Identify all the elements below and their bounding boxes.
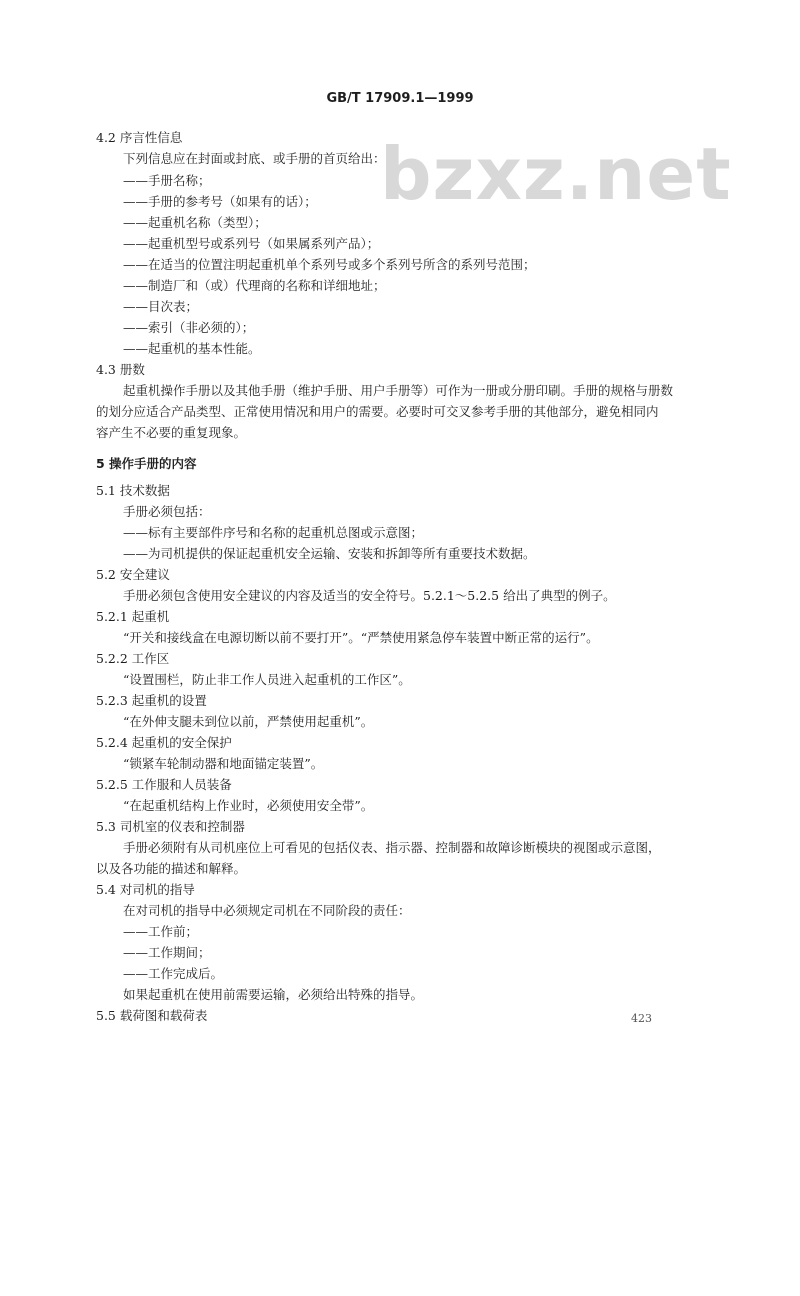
text-line: 5.2.1 起重机 [96, 609, 170, 624]
text-line: ——手册名称； [123, 173, 211, 188]
text-line: ——工作期间； [123, 945, 211, 960]
text-line: ——制造厂和（或）代理商的名称和详细地址； [123, 278, 386, 293]
text-line: 如果起重机在使用前需要运输，必须给出特殊的指导。 [123, 987, 424, 1002]
text-line: ——手册的参考号（如果有的话）； [123, 194, 317, 209]
text-line: 手册必须附有从司机座位上可看见的包括仪表、指示器、控制器和故障诊断模块的视图或示意图， [123, 840, 661, 855]
text-line: “在起重机结构上作业时，必须使用安全带”。 [123, 798, 374, 813]
text-line: 的划分应适合产品类型、正常使用情况和用户的需要。必要时可交叉参考手册的其他部分，避免相同内 [96, 404, 659, 419]
text-line: 5.2 安全建议 [96, 567, 170, 582]
section-heading: 5 操作手册的内容 [96, 456, 197, 471]
text-line: 5.2.3 起重机的设置 [96, 693, 207, 708]
text-line: ——为司机提供的保证起重机安全运输、安装和拆卸等所有重要技术数据。 [123, 546, 536, 561]
text-line: 5.4 对司机的指导 [96, 882, 195, 897]
text-line: 下列信息应在封面或封底、或手册的首页给出： [123, 151, 386, 166]
text-line: ——目次表； [123, 299, 199, 314]
text-line: 4.2 序言性信息 [96, 130, 183, 145]
text-line: 起重机操作手册以及其他手册（维护手册、用户手册等）可作为一册或分册印刷。手册的规格与册数 [123, 383, 674, 398]
text-line: “锁紧车轮制动器和地面锚定装置”。 [123, 756, 324, 771]
text-line: ——索引（非必须的）； [123, 320, 255, 335]
text-line: 5.2.2 工作区 [96, 651, 170, 666]
text-line: 4.3 册数 [96, 362, 145, 377]
text-line: “在外伸支腿未到位以前，严禁使用起重机”。 [123, 714, 374, 729]
text-line: ——标有主要部件序号和名称的起重机总图或示意图； [123, 525, 424, 540]
text-line: 5.2.5 工作服和人员装备 [96, 777, 232, 792]
text-line: “开关和接线盒在电源切断以前不要打开”。“严禁使用紧急停车装置中断正常的运行”。 [123, 630, 599, 645]
text-line: ——起重机型号或系列号（如果属系列产品）； [123, 236, 380, 251]
text-line: ——起重机的基本性能。 [123, 341, 261, 356]
text-line: 以及各功能的描述和解释。 [96, 861, 247, 876]
watermark: bzxz.net [380, 132, 732, 216]
text-line: 5.3 司机室的仪表和控制器 [96, 819, 245, 834]
text-line: ——在适当的位置注明起重机单个系列号或多个系列号所含的系列号范围； [123, 257, 536, 272]
text-line: ——工作完成后。 [123, 966, 224, 981]
text-line: 容产生不必要的重复现象。 [96, 425, 247, 440]
text-line: 5.1 技术数据 [96, 483, 170, 498]
page-number: 423 [631, 1012, 652, 1025]
running-header: GB/T 17909.1—1999 [326, 91, 474, 106]
text-line: 5.2.4 起重机的安全保护 [96, 735, 232, 750]
text-line: ——工作前； [123, 924, 199, 939]
text-line: “设置围栏，防止非工作人员进入起重机的工作区”。 [123, 672, 411, 687]
text-line: 手册必须包括： [123, 504, 211, 519]
text-line: 5.5 载荷图和载荷表 [96, 1008, 208, 1023]
text-line: 在对司机的指导中必须规定司机在不同阶段的责任： [123, 903, 411, 918]
text-line: ——起重机名称（类型）； [123, 215, 267, 230]
text-line: 手册必须包含使用安全建议的内容及适当的安全符号。5.2.1～5.2.5 给出了典型的例子。 [123, 588, 616, 603]
